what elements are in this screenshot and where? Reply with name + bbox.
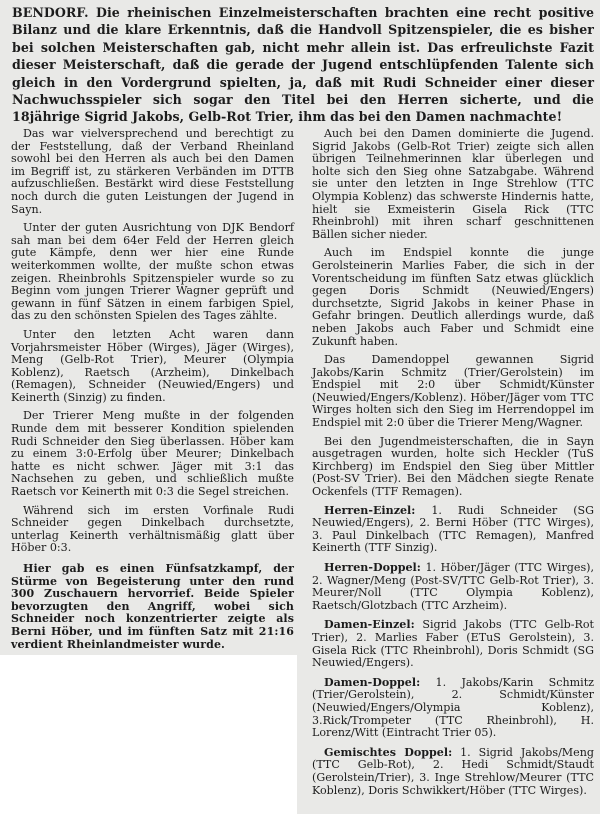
lead-paragraph: [12, 4, 594, 126]
article-paragraph: Unter der guten Ausrichtung von DJK Bendorf sah man bei dem 64er Feld der Herren gleich gute Kämpfe, denn wer hier eine Runde weiterkommen wollte, der mußte schon etwas zeigen. Rheinbrohls Spitzenspieler wurde so zu Beginn vom jungen Trierer Wagner geprüft und gewann in fünf Sätzen in einem farbigen Spiel, das zu den schönsten Spielen des Tages zählte.: [11, 221, 294, 323]
left-column: [11, 128, 294, 657]
article-paragraph: Während sich im ersten Vorfinale Rudi Schneider gegen Dinkelbach durchsetzte, unterlag Keinerth verhältnismäßig glatt über Höber 0:3.: [11, 503, 294, 555]
result-text: 1. Höber/Jäger (TTC Wirges), 2. Wagner/Meng (Post-SV/TTC Gelb-Rot Trier), 3. Meurer/Noll (TTC Olympia Koblenz), Raetsch/Glotzbach (TTC Arzheim).: [312, 561, 594, 612]
article-paragraph: Das war vielversprechend und berechtigt zu der Feststellung, daß der Verband Rheinland sowohl bei den Herren als auch bei den Damen im Begriff ist, zu stärkeren Verbänden im DTTB aufzuschließen. Bestärkt wird diese Feststellung noch durch die guten Leistungen der Jugend in Sayn.: [11, 127, 294, 216]
article-paragraph: Auch bei den Damen dominierte die Jugend. Sigrid Jakobs (Gelb-Rot Trier) zeigte sich allen übrigen Teilnehmerinnen klar überlegen und holte sich den Sieg ohne Satzabgabe. Während sie unter den letzten in Inge Strehlow (TTC Olympia Koblenz) das schwerste Hindernis hatte, hielt sie Exmeisterin Gisela Rick (TTC Rheinbrohl) mit ihren scharf geschnittenen Bällen sicher nieder.: [312, 127, 594, 241]
bold-paragraph: Hier gab es einen Fünfsatzkampf, der Stürme von Begeisterung unter den rund 300 Zuschauern hervorrief. Beide Spieler bevorzugten den Angriff, wobei sich Schneider noch konzentrierter zeigte als Berni Höber, und im fünften Satz mit 21:16 verdient Rheinlandmeister wurde.: [11, 562, 294, 651]
article-paragraph: Der Trierer Meng mußte in der folgenden Runde dem mit besserer Kondition spielenden Rudi Schneider den Sieg überlassen. Höber kam zu einem 3:0-Erfolg über Meurer; Dinkelbach hatte es nicht schwer. Jäger mit 3:1 das Nachsehen zu geben, und schließlich mußte Raetsch vor Keinerth mit 0:3 die Segel streichen.: [11, 409, 294, 499]
result-text: 1. Rudi Schneider (SG Neuwied/Engers), 2. Berni Höber (TTC Wirges), 3. Paul Dinkelbach (TTC Remagen), Manfred Keinerth (TTF Sinzig).: [312, 503, 594, 555]
result-text: 1. Sigrid Jakobs/Meng (TTC Gelb-Rot), 2. Hedi Schmidt/Staudt (Gerolstein/Trier), 3. Inge Strehlow/Meurer (TTC Koblenz), Doris Schwikkert/Höber (TTC Wirges).: [312, 745, 594, 797]
article-paragraph: Unter den letzten Acht waren dann Vorjahrsmeister Höber (Wirges), Jäger (Wirges), Meng (Gelb-Rot Trier), Meurer (Olympia Koblenz), Raetsch (Arzheim), Dinkelbach (Remagen), Schneider (Neuwied/Engers) und Keinerth (Sinzig) zu finden.: [11, 327, 294, 404]
result-herren-einzel: [312, 505, 594, 555]
result-label: Gemischtes Doppel:: [324, 745, 453, 759]
right-column: [312, 128, 594, 804]
article-paragraph: Auch im Endspiel konnte die junge Gerolsteinerin Marlies Faber, die sich in der Vorentscheidung im fünften Satz etwas glücklich gegen Doris Schmidt (Neuwied/Engers) durchsetzte, Sigrid Jakobs in keiner Phase in Gefahr bringen. Deutlich allerdings wurde, daß neben Jakobs auch Faber und Schmidt eine Zukunft haben.: [312, 246, 594, 348]
result-label: Herren-Doppel:: [324, 561, 421, 574]
result-damen-einzel: [312, 619, 594, 669]
article-paragraph: Das Damendoppel gewannen Sigrid Jakobs/Karin Schmitz (Trier/Gerolstein) im Endspiel mit 2:0 über Schmidt/Künster (Neuwied/Engers/Koblenz). Höber/Jäger vom TTC Wirges holten sich den Sieg im Herrendoppel im Endspiel mit 2:0 über die Trierer Meng/Wagner.: [312, 353, 594, 430]
result-label: Herren-Einzel:: [324, 503, 416, 517]
dateline: BENDORF.: [12, 5, 89, 20]
result-label: Damen-Doppel:: [324, 675, 421, 689]
result-label: Damen-Einzel:: [324, 618, 415, 632]
article-paragraph: Bei den Jugendmeisterschaften, die in Sayn ausgetragen wurden, holte sich Heckler (TuS Kirchberg) im Endspiel den Sieg über Mittler (Post-SV Trier). Bei den Mädchen siegte Renate Ockenfels (TTF Remagen).: [312, 434, 594, 499]
result-damen-doppel: [312, 677, 594, 740]
result-herren-doppel: [312, 562, 594, 612]
result-text: 1. Jakobs/Karin Schmitz (Trier/Gerolstein), 2. Schmidt/Künster (Neuwied/Engers/Olympia Koblenz), 3.Rick/Trompeter (TTC Rheinbrohl), H. Lorenz/Witt (Eintracht Trier 05).: [312, 675, 595, 740]
lead-text: Die rheinischen Einzelmeisterschaften brachten eine recht positive Bilanz und die klare Erkenntnis, daß die Handvoll Spitzenspieler, die es bisher bei solchen Meisterschaften gab, nicht mehr allein ist. Das erfreulichste Fazit dieser Meisterschaft, daß die gerade der Jugend entschlüpfenden Talente sich gleich in den Vordergrund spielten, ja, daß mit Rudi Schneider einer dieser Nachwuchsspieler sich sogar den Titel bei den Herren sicherte, und die 18jährige Sigrid Jakobs, Gelb-Rot Trier, ihm das bei den Damen nachmachte!: [12, 5, 595, 125]
result-text: Sigrid Jakobs (TTC Gelb-Rot Trier), 2. Marlies Faber (ETuS Gerolstein), 3. Gisela Rick (TTC Rheinbrohl), Doris Schmidt (SG Neuwied/Engers).: [312, 618, 594, 670]
result-gemischtes-doppel: [312, 747, 594, 797]
